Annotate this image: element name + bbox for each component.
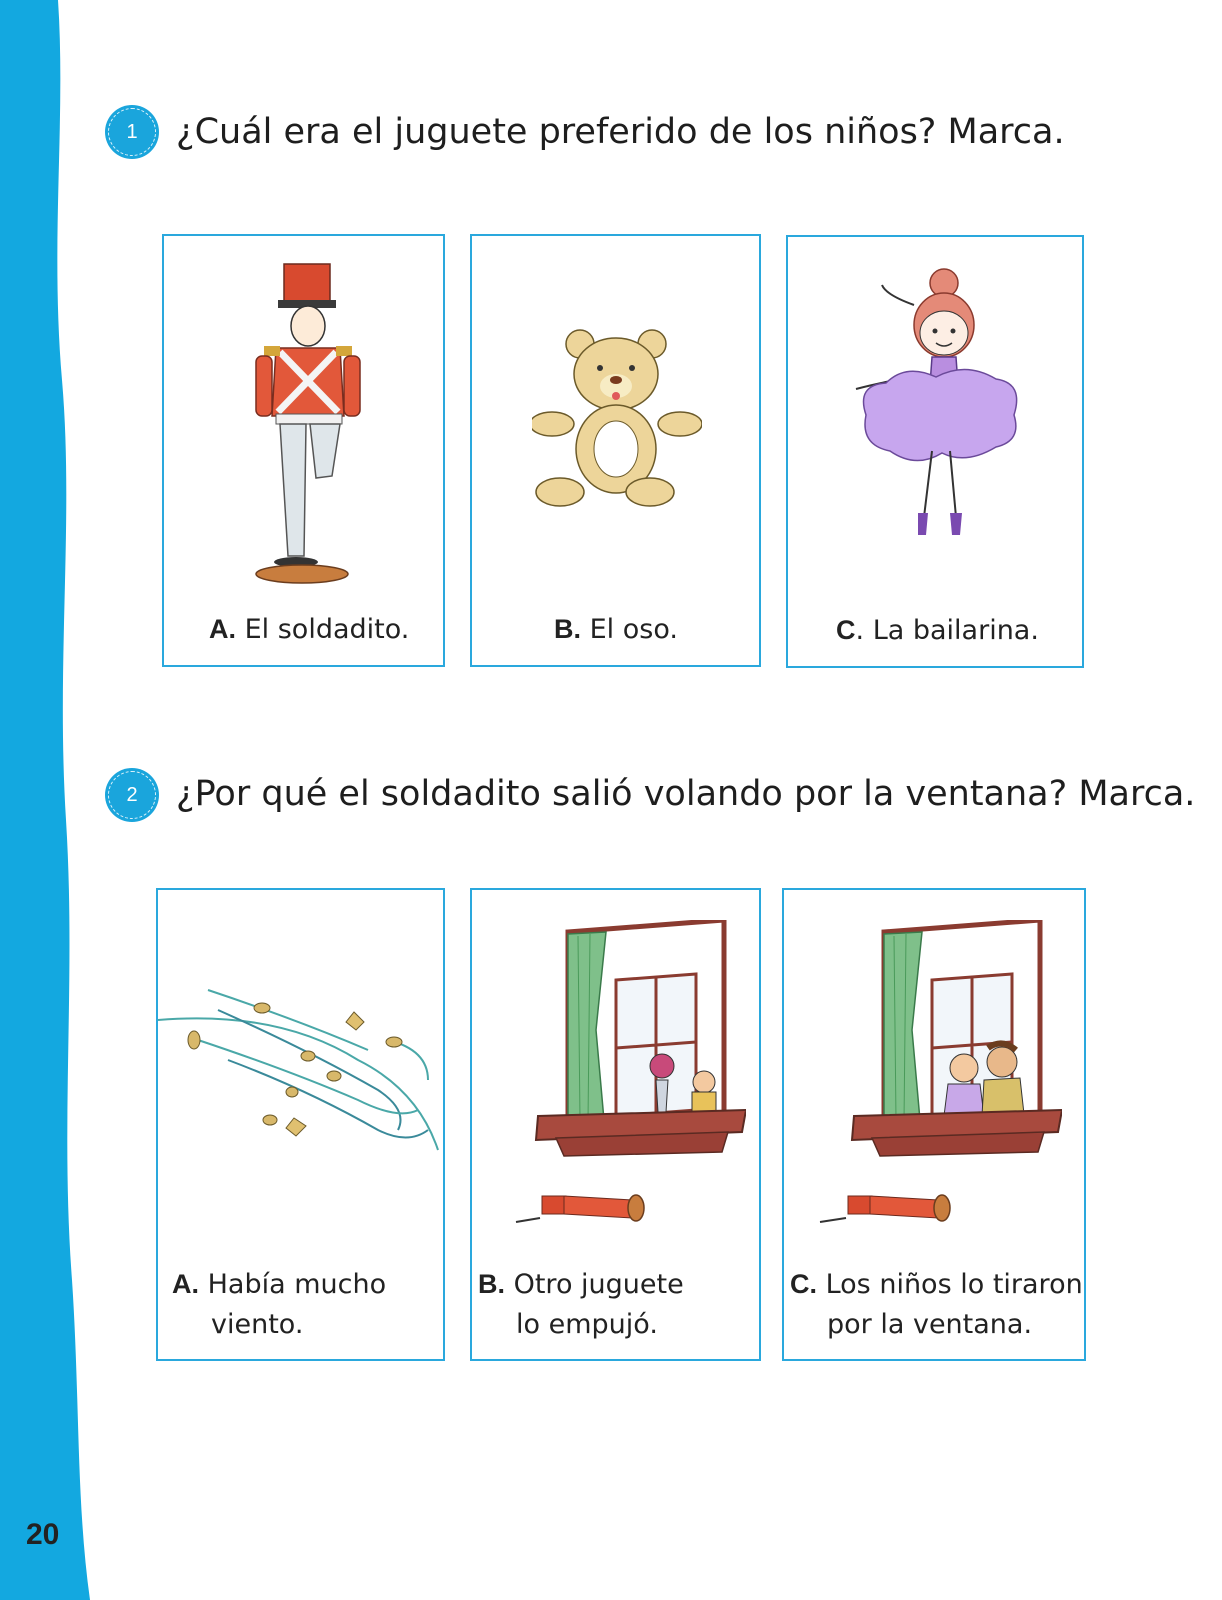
q2-option-a-line1: Había mucho: [207, 1269, 387, 1300]
q1-option-a-card[interactable]: [162, 234, 445, 667]
question-1-text: ¿Cuál era el juguete preferido de los niños? Marca.: [176, 112, 1065, 152]
q1-option-c-punct: .: [855, 615, 865, 646]
q1-option-c-label: [836, 615, 1039, 646]
q2-option-b-letter: B.: [478, 1269, 505, 1299]
question-2-number-badge: [105, 768, 159, 822]
q2-option-c-line2: por la ventana.: [827, 1309, 1033, 1340]
q2-option-c-label: [790, 1264, 1083, 1345]
question-2-text: ¿Por qué el soldadito salió volando por la ventana? Marca.: [176, 774, 1196, 814]
q1-option-c-letter: C: [836, 615, 856, 645]
left-side-band: [0, 0, 100, 1600]
q1-option-c-card[interactable]: [786, 235, 1084, 668]
q2-option-a-label: [172, 1264, 386, 1345]
window-children-illustration: [812, 920, 1062, 1232]
question-1-number: 1: [126, 120, 138, 143]
ballerina-illustration: [846, 265, 1026, 541]
q2-option-a-line2: viento.: [211, 1309, 304, 1340]
q1-option-a-text: El soldadito.: [244, 614, 410, 645]
q2-option-a-letter: A.: [172, 1269, 199, 1299]
q2-option-b-line1: Otro juguete: [513, 1269, 684, 1300]
q1-option-a-label: [209, 614, 409, 645]
q2-option-b-label: [478, 1264, 684, 1345]
teddy-bear-illustration: [532, 324, 702, 514]
q2-option-b-line2: lo empujó.: [516, 1309, 658, 1340]
q1-option-b-label: [554, 614, 678, 645]
q2-option-c-card[interactable]: [782, 888, 1086, 1361]
question-1-number-badge: [105, 105, 159, 159]
q2-option-a-card[interactable]: [156, 888, 445, 1361]
q1-option-c-text: La bailarina.: [872, 615, 1039, 646]
question-2-number: 2: [126, 783, 138, 806]
page-number: 20: [26, 1518, 60, 1551]
q2-option-b-card[interactable]: [470, 888, 761, 1361]
window-jack-in-box-illustration: [496, 920, 746, 1232]
q1-option-b-letter: B.: [554, 614, 581, 644]
toy-soldier-illustration: [244, 256, 374, 586]
wind-leaves-illustration: [158, 980, 443, 1180]
q2-option-c-line1: Los niños lo tiraron: [825, 1269, 1083, 1300]
q1-option-b-card[interactable]: [470, 234, 761, 667]
q2-option-c-letter: C.: [790, 1269, 817, 1299]
q1-option-b-text: El oso.: [589, 614, 678, 645]
q1-option-a-letter: A.: [209, 614, 236, 644]
